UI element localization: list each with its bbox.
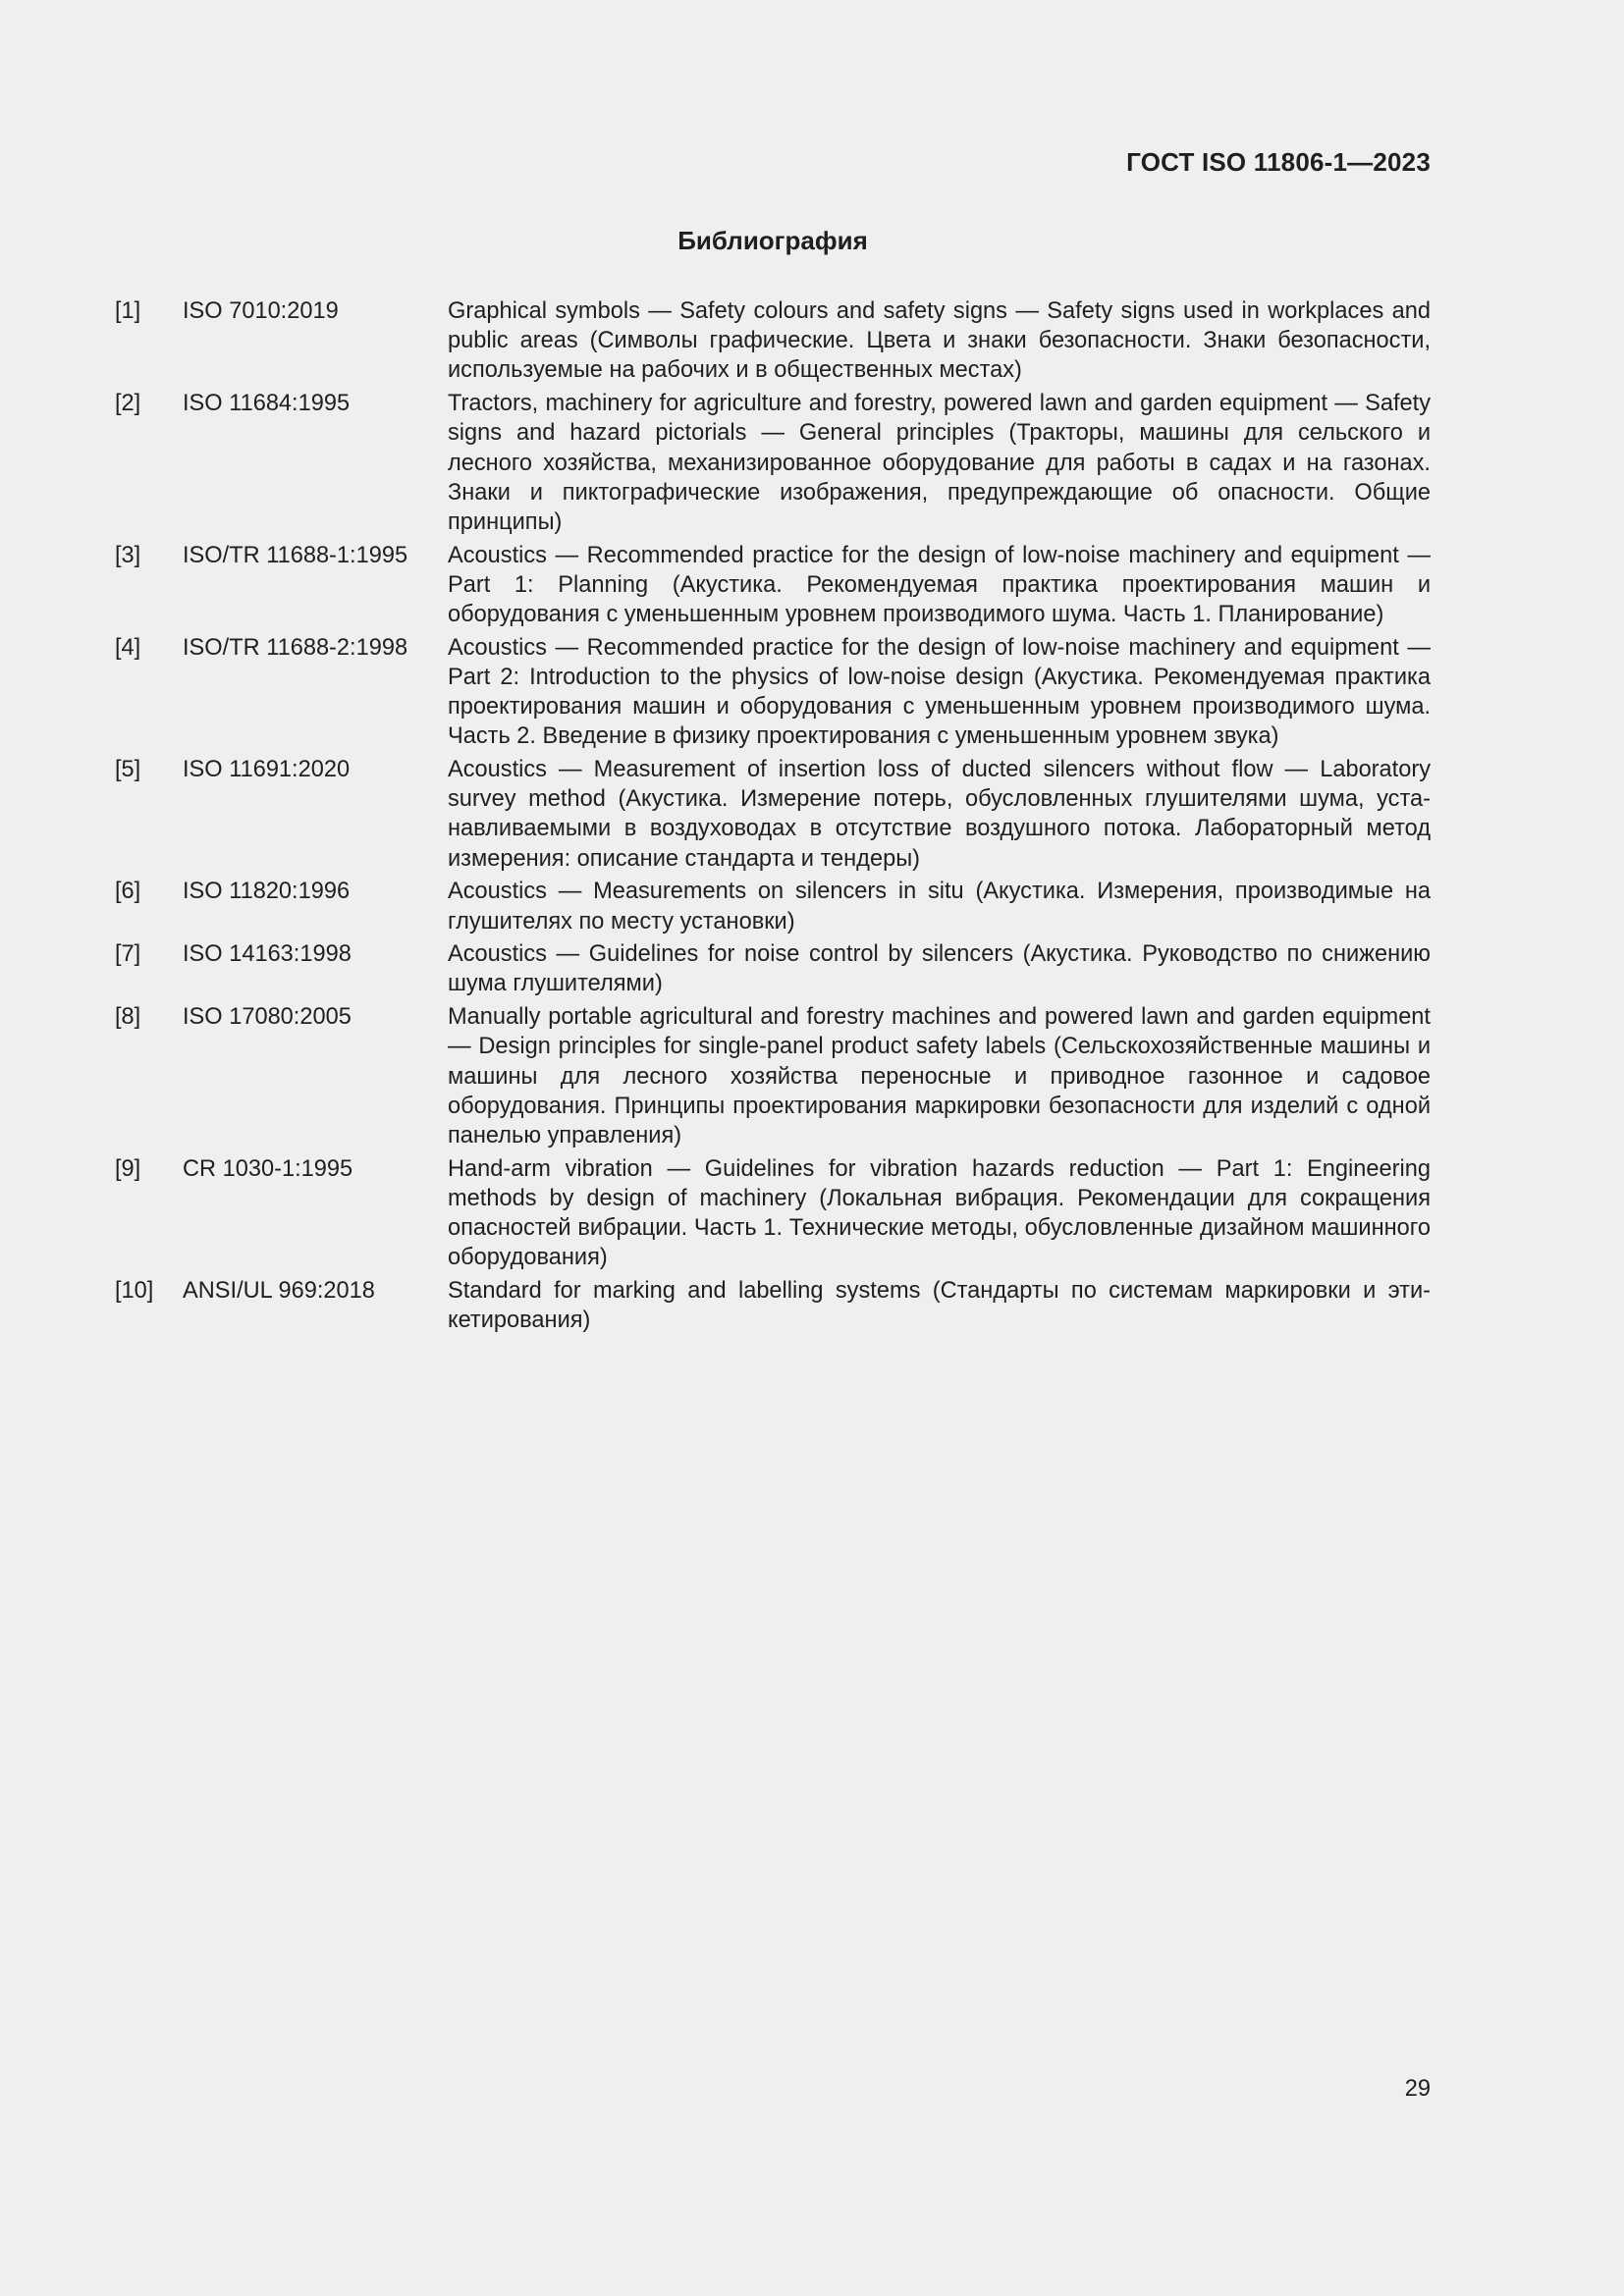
bibliography-entry-6 <box>115 877 1431 935</box>
entry-description: Standard for marking and labelling systems (Стандарты по системам маркировки и этикетирования) <box>448 1278 1431 1334</box>
entry-number: [3] <box>115 542 141 568</box>
entry-number: [7] <box>115 941 141 968</box>
entry-standard-code: ISO/TR 11688-1:1995 <box>183 542 408 568</box>
bibliography-entry-2 <box>115 389 1431 537</box>
entry-number: [5] <box>115 757 141 783</box>
entry-standard-code: ISO 11684:1995 <box>183 391 351 417</box>
entry-standard-code: ISO/TR 11688-2:1998 <box>183 634 408 661</box>
entry-number: [4] <box>115 634 141 661</box>
entry-standard-code: ISO 11820:1996 <box>183 879 351 905</box>
entry-standard-code: ANSI/UL 969:2018 <box>183 1278 375 1304</box>
bibliography-entry-7 <box>115 939 1431 998</box>
bibliography-title: Библиография <box>677 226 868 255</box>
entry-number: [2] <box>115 391 141 417</box>
entry-description: Acoustics — Recommended practice for the design of low-noise machinery and equipment — Part 2: Introduction to the physics of low-noise design (Акустика. Рекомендуемая практика проектирования машин и оборудования с уменьшенным уровнем производимого шума. Часть 2. Введение в физику проектирования с уменьшенным уровнем звука) <box>448 634 1431 750</box>
bibliography-entry-8 <box>115 1002 1431 1150</box>
bibliography-entry-1 <box>115 296 1431 386</box>
bibliography-entry-3 <box>115 541 1431 630</box>
entry-standard-code: ISO 7010:2019 <box>183 298 339 324</box>
entry-number: [6] <box>115 879 141 905</box>
entry-description: Acoustics — Measurement of insertion loss of ducted silencers without flow — Laboratory survey method (Акустика. Измерение потерь, обусловленных глушителями шума, устанавливаемыми в воздуховодах в отсутствие воздушного потока. Лабораторный метод измерения: описание стандарта и тендеры) <box>448 757 1431 872</box>
document-standard-code: ГОСТ ISO 11806-1—2023 <box>1126 147 1431 177</box>
entry-description: Acoustics — Measurements on silencers in situ (Акустика. Измерения, производимые на глушителях по месту установки) <box>448 879 1431 934</box>
entry-standard-code: ISO 17080:2005 <box>183 1004 352 1031</box>
entry-number: [8] <box>115 1004 141 1031</box>
entry-description: Tractors, machinery for agriculture and forestry, powered lawn and garden equipment — Safety signs and hazard pictorials — General principles (Тракторы, машины для сельского и лесного хозяйства, механизированное оборудование для работы в садах и на газонах. Знаки и пиктографические изображения, предупреждающие об опасности. Общие принципы) <box>448 391 1431 535</box>
bibliography-entry-10 <box>115 1276 1431 1335</box>
bibliography-list <box>115 296 1431 1339</box>
entry-description: Hand-arm vibration — Guidelines for vibration hazards reduction — Part 1: Engineering methods by design of machinery (Локальная вибрация. Рекомендации для сокращения опасностей вибрации. Часть 1. Технические методы, обусловленные дизайном машинного оборудования) <box>448 1155 1431 1271</box>
entry-description: Acoustics — Guidelines for noise control by silencers (Акустика. Руководство по снижению шума глушителями) <box>448 941 1431 997</box>
entry-standard-code: ISO 11691:2020 <box>183 757 351 783</box>
entry-standard-code: CR 1030-1:1995 <box>183 1155 353 1182</box>
bibliography-entry-4 <box>115 633 1431 752</box>
bibliography-entry-5 <box>115 755 1431 874</box>
bibliography-entry-9 <box>115 1154 1431 1273</box>
entry-description: Acoustics — Recommended practice for the design of low-noise machinery and equipment — Part 1: Planning (Акустика. Рекомендуемая практика проектирования машин и оборудования с уменьшенным уровнем производимого шума. Часть 1. Планирование) <box>448 542 1431 628</box>
entry-number: [10] <box>115 1278 154 1304</box>
entry-description: Manually portable agricultural and forestry machines and powered lawn and garden equipment — Design principles for single-panel product safety labels (Сельскохозяйственные машины и машины для лесного хозяйства переносные и приводное газонное и садовое оборудования. Принципы проектирования маркировки безопасности для изделий с одной панелью управления) <box>448 1004 1431 1148</box>
entry-standard-code: ISO 14163:1998 <box>183 941 352 968</box>
entry-description: Graphical symbols — Safety colours and safety signs — Safety signs used in workplaces and public areas (Символы графические. Цвета и знаки безопасности. Знаки безопасности, используемые на рабочих и в общественных местах) <box>448 298 1431 384</box>
entry-number: [1] <box>115 298 141 324</box>
page-number: 29 <box>1404 2076 1431 2102</box>
entry-number: [9] <box>115 1155 141 1182</box>
